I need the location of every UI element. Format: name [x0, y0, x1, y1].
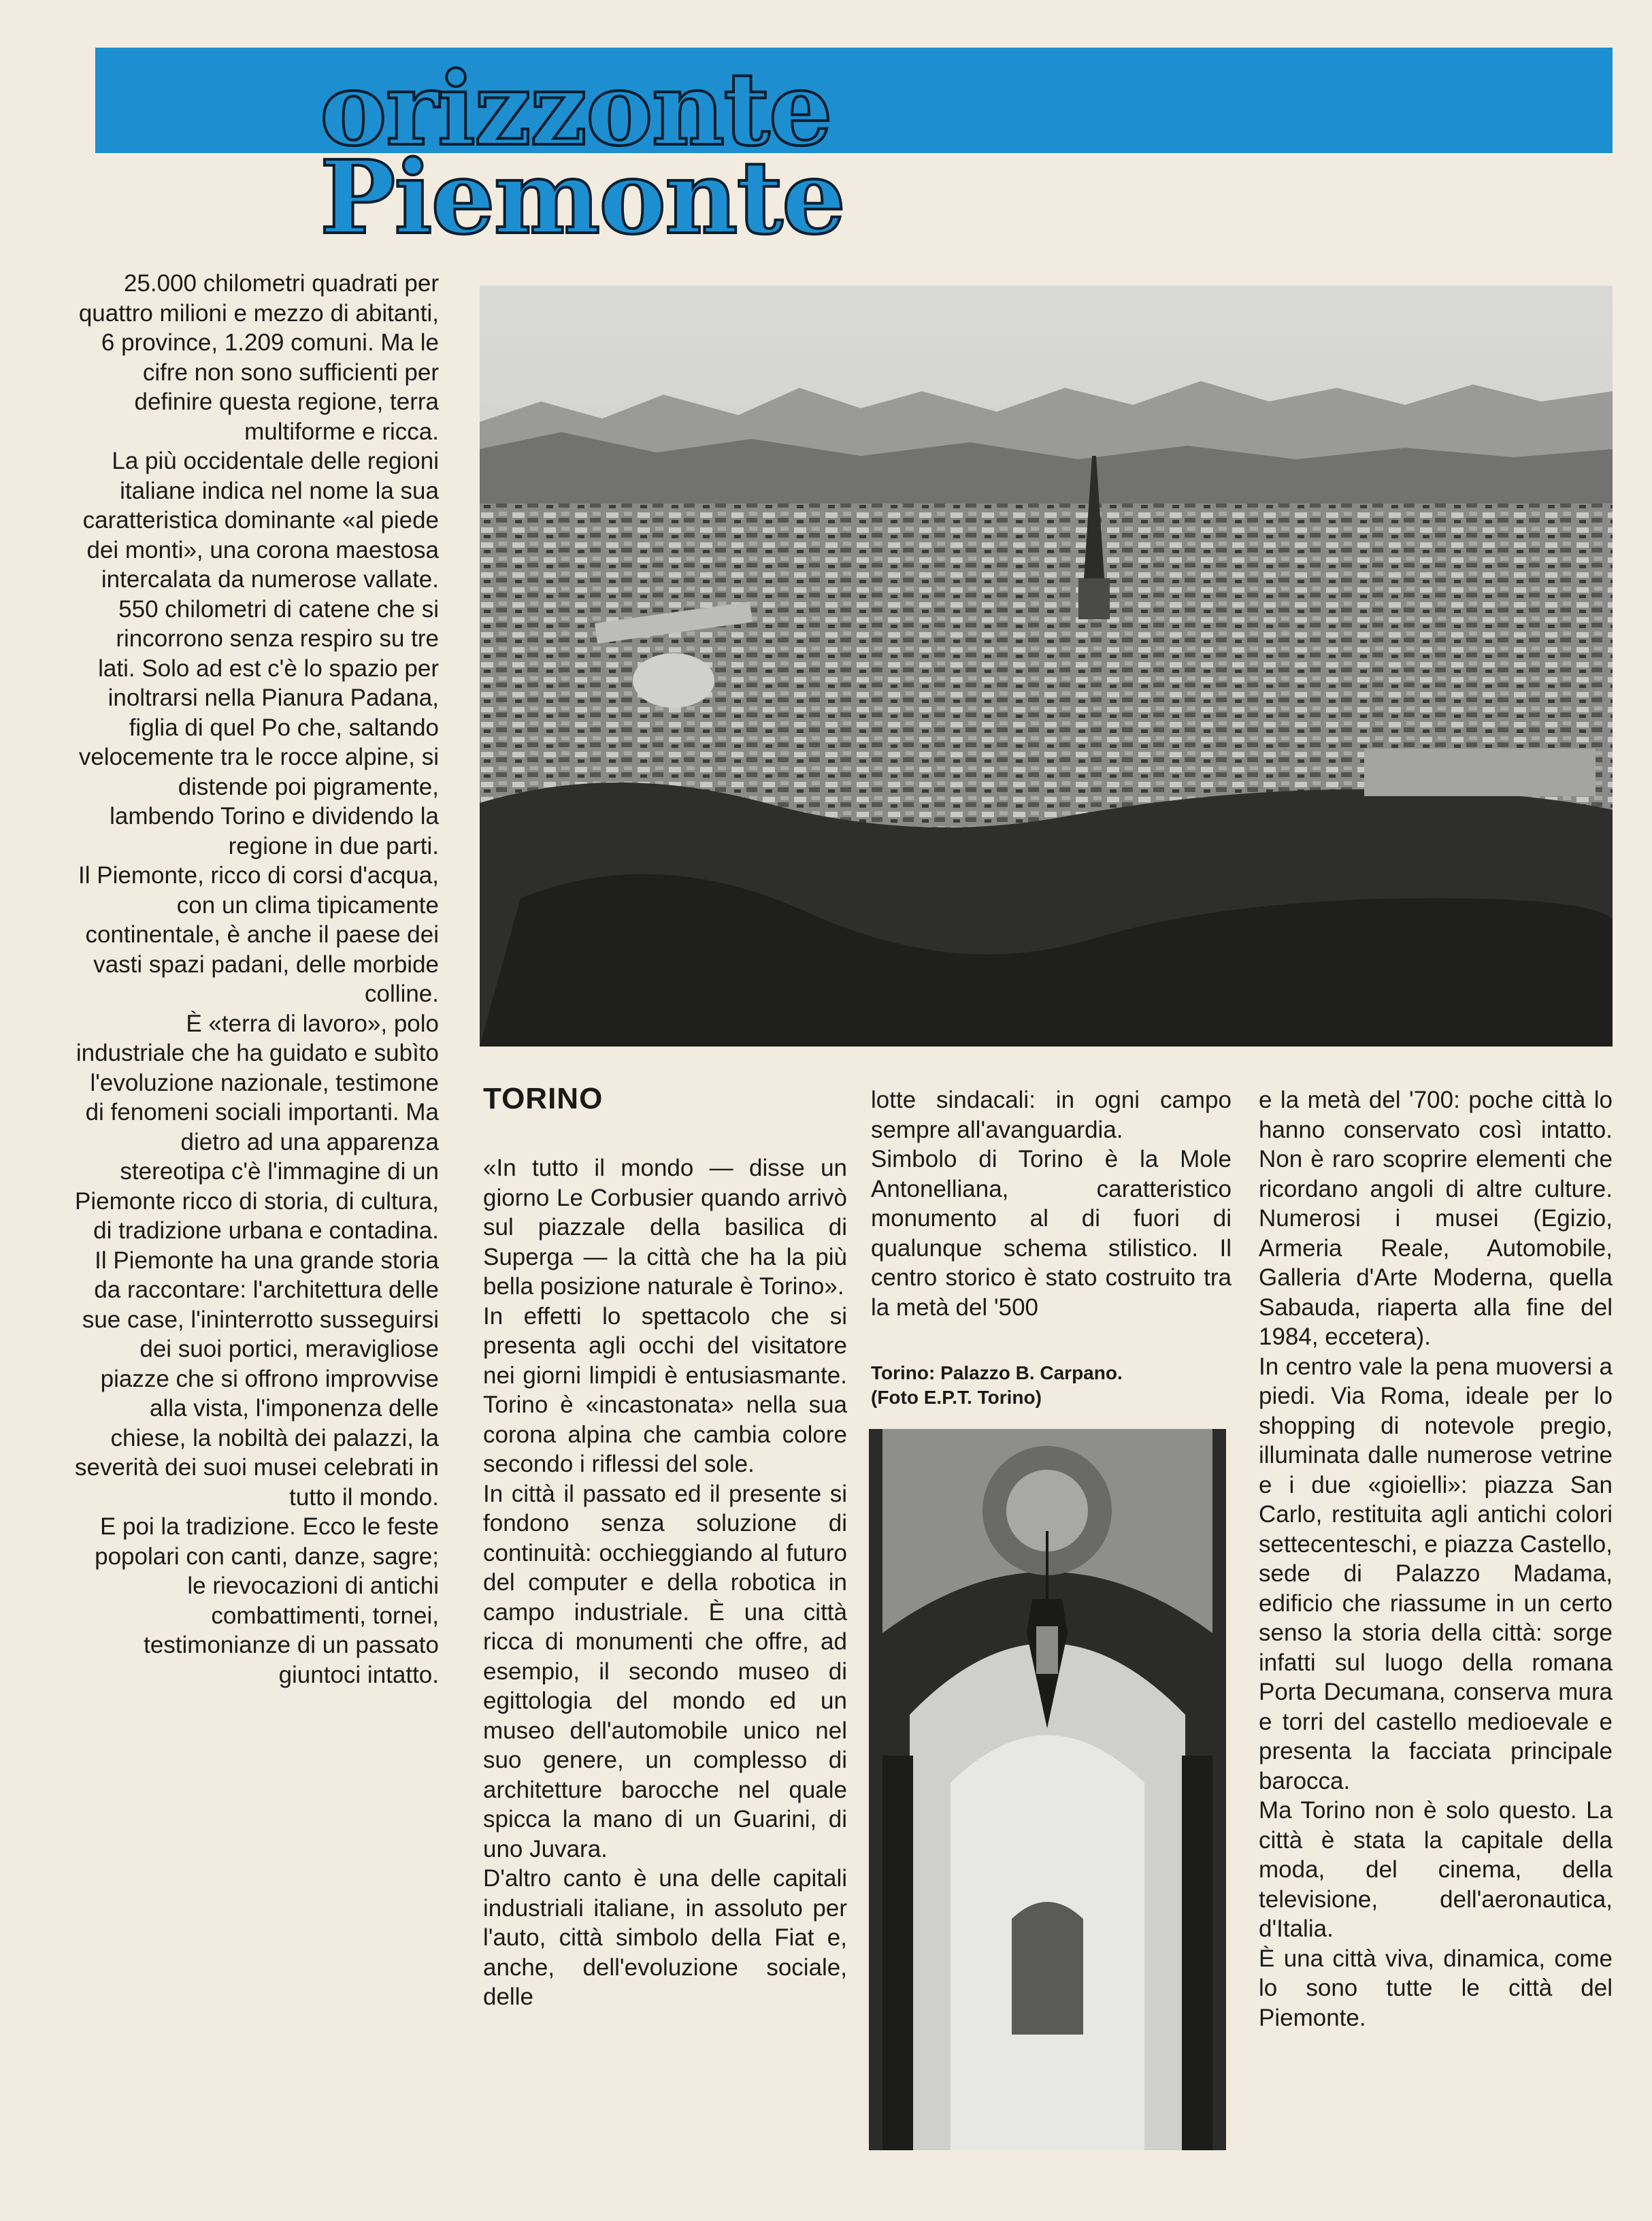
- torino-column-3: [1259, 1085, 1613, 2033]
- torino-paragraph: «In tutto il mondo — disse un giorno Le Corbusier quando arrivò sul piazzale della basilica di Superga — la città che ha la più bella posizione naturale è Torino».: [483, 1155, 847, 1300]
- masthead-line-1: orizzonte: [320, 50, 831, 168]
- caption-credit: (Foto E.P.T. Torino): [871, 1387, 1042, 1408]
- turin-panorama-photo: [480, 286, 1613, 1047]
- section-title-torino: TORINO: [483, 1082, 604, 1115]
- torino-column-2: [871, 1085, 1232, 1322]
- torino-paragraph: e la metà del '700: poche città lo hanno conservato così intatto. Non è raro scoprire elementi che ricordano angoli di altre culture. Numerosi i musei (Egizio, Armeria Reale, Automobile, Galleria d'Arte Moderna, quella Sabauda, riaperta alla fine del 1984, eccetera).: [1259, 1087, 1613, 1350]
- intro-paragraph: 25.000 chilometri quadrati per quattro milioni e mezzo di abitanti, 6 province, 1.209 comuni. Ma le cifre non sono sufficienti per definire questa regione, terra multiforme e ricca.: [78, 270, 439, 445]
- caption-line: Torino: Palazzo B. Carpano.: [871, 1362, 1123, 1383]
- palazzo-carpano-photo: [869, 1429, 1226, 2150]
- torino-paragraph: In effetti lo spettacolo che si presenta agli occhi del visitatore nei giorni limpidi è entusiasmante. Torino è «incastonata» nella sua corona alpina che cambia colore secondo i riflessi del sole.: [483, 1302, 847, 1477]
- intro-paragraph: La più occidentale delle regioni italiane indica nel nome la sua caratteristica dominante «al piede dei monti», una corona maestosa intercalata da numerose vallate. 550 chilometri di catene che si rincorrono senza respiro su tre lati. Solo ad est c'è lo spazio per inoltrarsi nella Pianura Padana, figlia di quel Po che, saltando velocemente tra le rocce alpine, si distende poi pigramente, lambendo Torino e dividendo la regione in due parti.: [78, 448, 439, 859]
- torino-paragraph: Simbolo di Torino è la Mole Antonelliana, caratteristico monumento al di fuori di qualunque schema stilistico. Il centro storico è stato costruito tra la metà del '500: [871, 1146, 1232, 1321]
- torino-paragraph: Ma Torino non è solo questo. La città è stata la capitale della moda, del cinema, della televisione, dell'aeronautica, d'Italia.: [1259, 1797, 1613, 1942]
- torino-paragraph: D'altro canto è una delle capitali industriali italiane, in assoluto per l'auto, città simbolo della Fiat e, anche, dell'evoluzione sociale, delle: [483, 1865, 847, 2010]
- photo-caption: [871, 1361, 1232, 1410]
- intro-paragraph: È «terra di lavoro», polo industriale che ha guidato e subìto l'evoluzione nazionale, testimone di fenomeni sociali importanti. Ma dietro ad una apparenza stereotipa c'è l'immagine di un Piemonte ricco di storia, di cultura, di tradizione urbana e contadina.: [75, 1010, 439, 1244]
- torino-paragraph: In città il passato ed il presente si fondono senza soluzione di continuità: occhieggiando al futuro del computer e della robotica in campo industriale. È una città ricca di monumenti che offre, ad esempio, il secondo museo di egittologia del mondo ed un museo dell'automobile unico nel suo genere, un complesso di architetture barocche nel quale spicca la mano di un Guarini, di uno Juvara.: [483, 1480, 847, 1862]
- intro-paragraph: Il Piemonte ha una grande storia da raccontare: l'architettura delle sue case, l'ininterrotto susseguirsi dei suoi portici, meravigliose piazze che si offrono improvvise alla vista, l'imponenza delle chiese, la nobiltà dei palazzi, la severità dei suoi musei celebrati in tutto il mondo.: [75, 1247, 439, 1511]
- intro-paragraph: Il Piemonte, ricco di corsi d'acqua, con un clima tipicamente continentale, è anche il paese dei vasti spazi padani, delle morbide colline.: [78, 862, 439, 1007]
- torino-column-1: [483, 1153, 847, 2012]
- torino-paragraph: È una città viva, dinamica, come lo sono tutte le città del Piemonte.: [1259, 1945, 1613, 2031]
- intro-paragraph: E poi la tradizione. Ecco le feste popolari con canti, danze, sagre; le rievocazioni di antichi combattimenti, tornei, testimonianze di un passato giuntoci intatto.: [95, 1513, 439, 1688]
- masthead-title: [320, 50, 845, 257]
- masthead-line-2: Piemonte: [320, 138, 845, 257]
- torino-paragraph: lotte sindacali: in ogni campo sempre all'avanguardia.: [871, 1087, 1232, 1143]
- intro-column: [75, 269, 439, 1690]
- torino-paragraph: In centro vale la pena muoversi a piedi. Via Roma, ideale per lo shopping di notevole pregio, illuminata dalle numerose vetrine e i due «gioielli»: piazza San Carlo, restituita agli antichi colori settecenteschi, e piazza Castello, sede di Palazzo Madama, edificio che riassume in un certo senso la storia della città: sorge infatti sul luogo della romana Porta Decumana, conserva mura e torri del castello medioevale e presenta la facciata principale barocca.: [1259, 1353, 1613, 1794]
